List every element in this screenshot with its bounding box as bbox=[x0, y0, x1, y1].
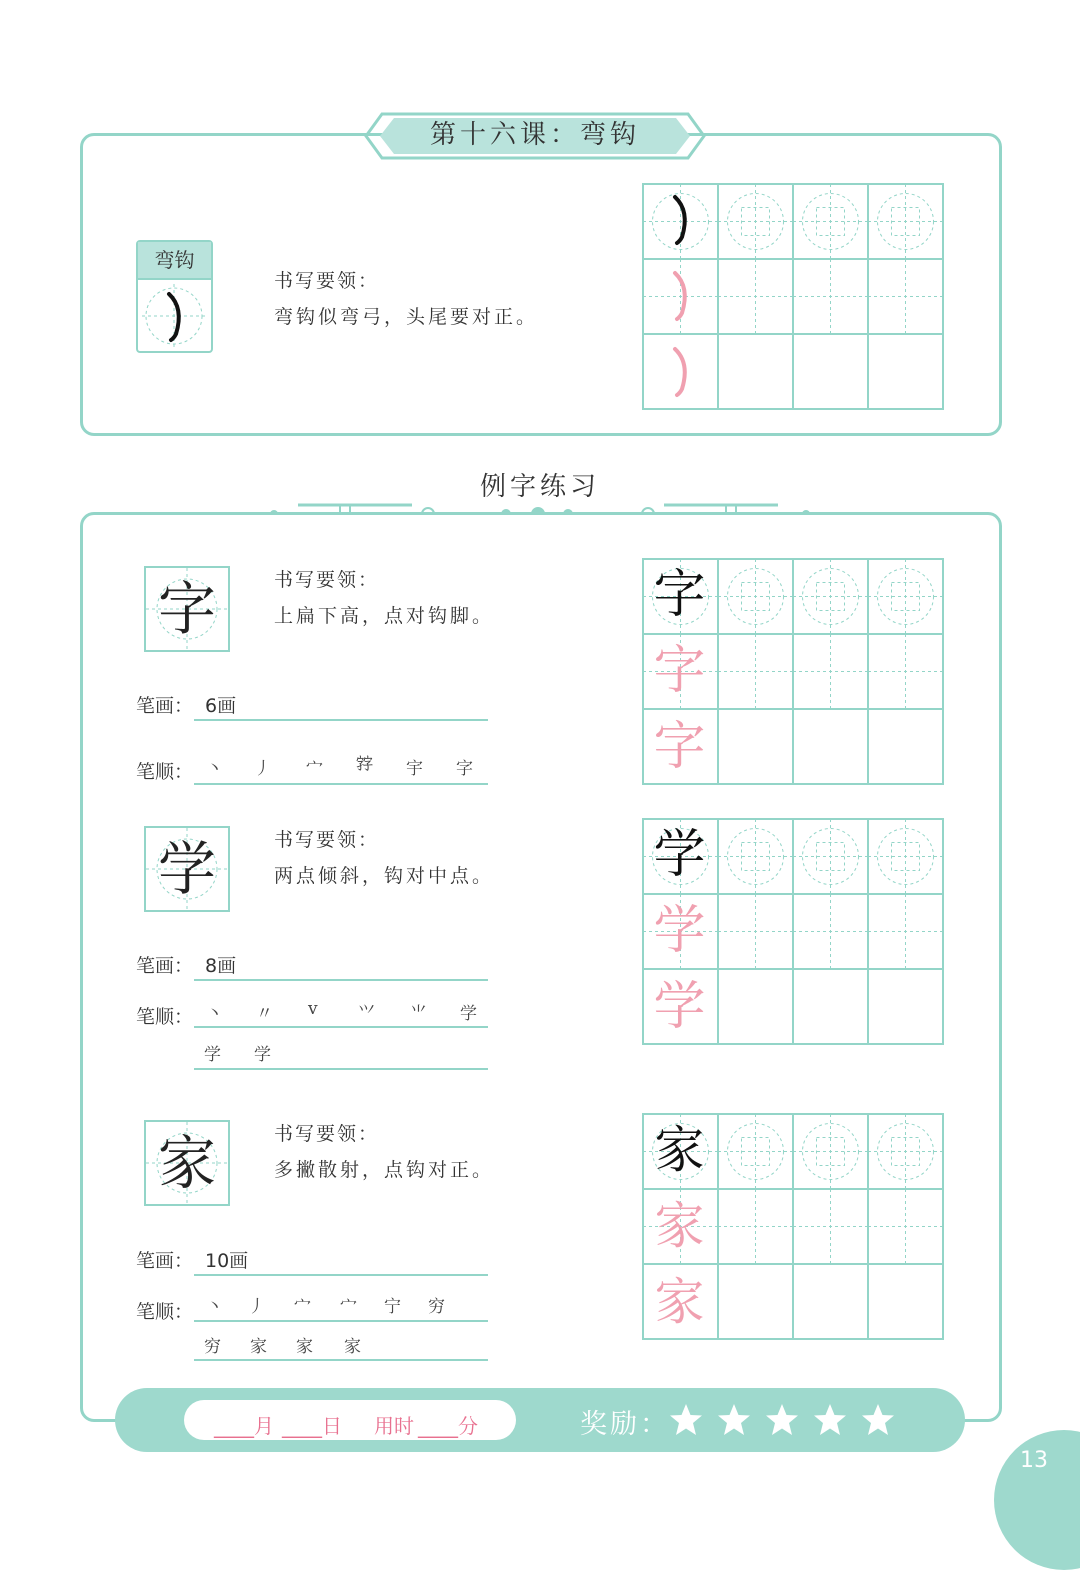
strokes-value: 6画 bbox=[205, 695, 237, 717]
example-tip-text: 多撇散射，点钩对正。 bbox=[274, 1159, 495, 1181]
star-icon[interactable] bbox=[716, 1402, 752, 1438]
star-icon[interactable] bbox=[860, 1402, 896, 1438]
stroke-card bbox=[136, 240, 213, 353]
stroke-order-step: ⺍ bbox=[358, 1004, 375, 1024]
example-char: 字 bbox=[157, 575, 216, 643]
strokes-value: 8画 bbox=[205, 955, 237, 977]
stroke-card-label: 弯钩 bbox=[138, 242, 211, 280]
stroke-order-step: 丿 bbox=[254, 759, 271, 779]
stroke-order-step: ⺌ bbox=[410, 1004, 427, 1024]
month-field[interactable]: ____月 bbox=[214, 1414, 274, 1438]
stroke-order-step: 宀 bbox=[294, 1297, 311, 1317]
stroke-order-step: 丶 bbox=[206, 1004, 223, 1024]
example-tip-text: 上扁下高，点对钩脚。 bbox=[274, 605, 495, 627]
order-line bbox=[194, 1068, 488, 1070]
stroke-order-step: 宁 bbox=[384, 1297, 401, 1317]
grid-model-char: 家 bbox=[654, 1121, 705, 1179]
star-icon[interactable] bbox=[764, 1402, 800, 1438]
grid-trace-char: 字 bbox=[653, 717, 706, 777]
grid-trace-char: 家 bbox=[654, 1197, 705, 1255]
example-tip-title: 书写要领： bbox=[274, 829, 380, 851]
stroke-order-step: 穷 bbox=[428, 1297, 445, 1317]
stroke-trace-glyph bbox=[675, 349, 685, 395]
grid-trace-char: 字 bbox=[653, 641, 706, 701]
grid-lines bbox=[643, 184, 943, 409]
strokes-line bbox=[194, 1274, 488, 1276]
lesson-tip-title: 书写要领： bbox=[274, 270, 380, 292]
reward-label: 奖励： bbox=[580, 1409, 670, 1440]
example-char: 家 bbox=[157, 1129, 216, 1197]
section-title: 例字练习 bbox=[479, 472, 600, 502]
order-line bbox=[194, 1359, 488, 1361]
grid-cell bbox=[868, 334, 943, 409]
stroke-order-step: ⅴ bbox=[308, 999, 318, 1019]
strokes-line bbox=[194, 979, 488, 981]
grid-trace-char: 家 bbox=[654, 1273, 705, 1331]
time-label: 用时 bbox=[374, 1414, 414, 1438]
lesson-banner bbox=[360, 112, 710, 160]
lesson-tip-text: 弯钩似弯弓，头尾要对正。 bbox=[274, 306, 539, 328]
stroke-order-step: 〃 bbox=[256, 1004, 273, 1024]
stroke-order-step: 宇 bbox=[406, 759, 423, 779]
lesson-title: 第十六课：弯钩 bbox=[429, 120, 640, 150]
strokes-label: 笔画： bbox=[136, 695, 194, 717]
stroke-order-step: 𡦂 bbox=[356, 754, 373, 774]
example-grid-chars bbox=[642, 818, 944, 1045]
stroke-order-step: 家 bbox=[296, 1337, 313, 1357]
example-tip-title: 书写要领： bbox=[274, 1123, 380, 1145]
example-grid-chars bbox=[642, 558, 944, 785]
example-char: 学 bbox=[157, 835, 216, 903]
stroke-card-glyph bbox=[138, 280, 211, 351]
grid-trace-char: 学 bbox=[653, 977, 706, 1037]
grid-model-char: 学 bbox=[653, 825, 706, 885]
day-field[interactable]: ____日 bbox=[282, 1414, 342, 1438]
grid-cell bbox=[793, 334, 868, 409]
example-char-box bbox=[144, 566, 230, 652]
grid-model-char: 字 bbox=[653, 565, 706, 625]
example-tip-title: 书写要领： bbox=[274, 569, 380, 591]
order-label: 笔顺： bbox=[136, 1006, 194, 1028]
strokes-line bbox=[194, 719, 488, 721]
reward-stars bbox=[668, 1400, 908, 1440]
example-char-box bbox=[144, 1120, 230, 1206]
order-line bbox=[194, 1026, 488, 1028]
stroke-order-step: 字 bbox=[456, 759, 473, 779]
star-icon[interactable] bbox=[668, 1402, 704, 1438]
lesson-practice-grid bbox=[642, 183, 944, 410]
example-tip-text: 两点倾斜，钩对中点。 bbox=[274, 865, 495, 887]
example-grid-chars bbox=[642, 1113, 944, 1340]
stroke-order-step: 丿 bbox=[248, 1297, 265, 1317]
order-line bbox=[194, 783, 488, 785]
stroke-order-step: 家 bbox=[250, 1337, 267, 1357]
stroke-order-step: 宀 bbox=[340, 1297, 357, 1317]
page-number: 13 bbox=[1020, 1448, 1048, 1473]
stroke-order-step: 宀 bbox=[306, 759, 323, 779]
order-label: 笔顺： bbox=[136, 1301, 194, 1323]
stroke-order-step: 学 bbox=[254, 1045, 271, 1065]
page-number-badge bbox=[994, 1430, 1080, 1570]
stroke-order-step: 穷 bbox=[204, 1337, 221, 1357]
order-label: 笔顺： bbox=[136, 761, 194, 783]
strokes-label: 笔画： bbox=[136, 955, 194, 977]
minutes-field[interactable]: ____分 bbox=[418, 1414, 478, 1438]
stroke-example-glyph bbox=[675, 197, 685, 243]
stroke-order-step: 丶 bbox=[206, 759, 223, 779]
order-line bbox=[194, 1320, 488, 1322]
stroke-order-step: 丶 bbox=[206, 1297, 223, 1317]
grid-cell bbox=[643, 334, 718, 409]
strokes-value: 10画 bbox=[205, 1250, 249, 1272]
stroke-order-step: 学 bbox=[460, 1004, 477, 1024]
grid-cell bbox=[718, 334, 793, 409]
grid-trace-char: 学 bbox=[653, 901, 706, 961]
example-char-box bbox=[144, 826, 230, 912]
strokes-label: 笔画： bbox=[136, 1250, 194, 1272]
star-icon[interactable] bbox=[812, 1402, 848, 1438]
stroke-order-step: 学 bbox=[204, 1045, 221, 1065]
stroke-order-step: 家 bbox=[344, 1337, 361, 1357]
